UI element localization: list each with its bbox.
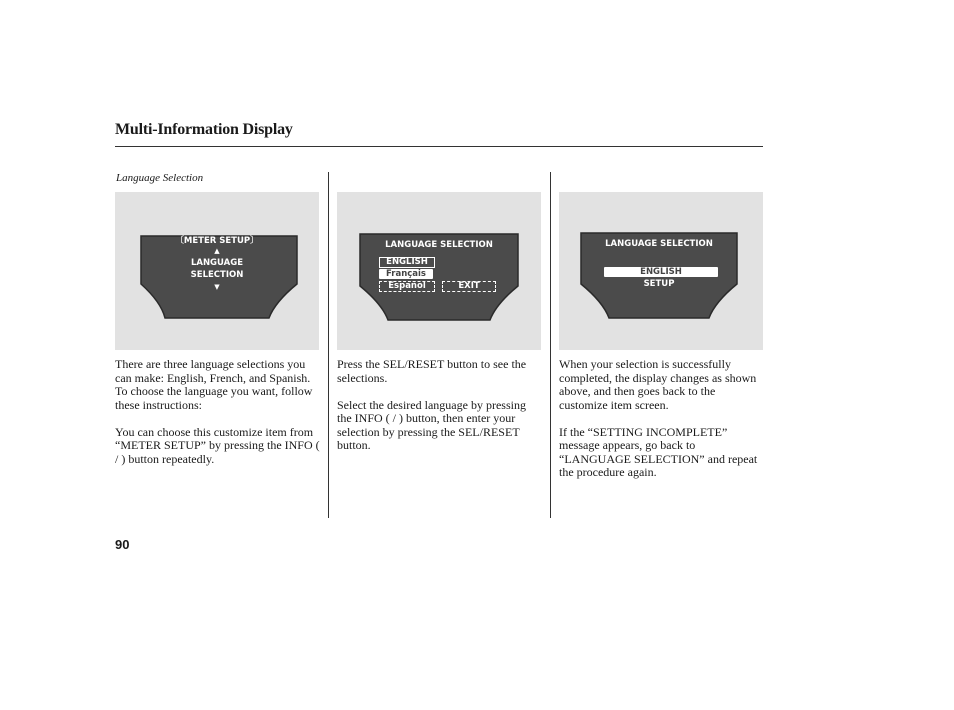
col2-paragraph-2: Select the desired language by pressing the INFO ( / ) button, then enter your selection by pressing the SEL/RESET button. <box>337 397 526 452</box>
title-rule <box>115 146 763 147</box>
col2-paragraph-1: Press the SEL/RESET button to see the selections. <box>337 357 527 385</box>
screen3-line1: ENGLISH <box>604 267 718 277</box>
page-number: 90 <box>115 537 130 552</box>
option-francais: Français <box>379 269 433 279</box>
screen3-line2: SETUP <box>643 279 675 289</box>
option-exit: EXIT <box>442 281 496 292</box>
display-screen-shape <box>337 192 541 350</box>
col1-paragraph-1: There are three language selections you can make: English, French, and Spanish. To choose the language you want, follow these instructions: <box>115 357 313 412</box>
section-label: Language Selection <box>116 172 204 184</box>
arrow-down-icon: ▼ <box>214 283 220 291</box>
screen3-title: LANGUAGE SELECTION <box>605 239 713 249</box>
col3-paragraph-1: When your selection is successfully completed, the display changes as shown above, and then goes back to the customize item screen. <box>559 357 757 412</box>
col1-paragraph-2: You can choose this customize item from “METER SETUP” by pressing the INFO ( / ) button repeatedly. <box>115 424 320 466</box>
column-2-text <box>337 358 542 466</box>
screen1-title: 〔METER SETUP〕 <box>175 236 259 246</box>
column-3-text <box>559 358 764 493</box>
column-1-text <box>115 358 320 480</box>
page-title: Multi-Information Display <box>115 121 293 138</box>
screen2-title: LANGUAGE SELECTION <box>385 240 493 250</box>
col3-paragraph-2: If the “SETTING INCOMPLETE” message appears, go back to “LANGUAGE SELECTION” and repeat the procedure again. <box>559 424 758 479</box>
option-english: ENGLISH <box>379 257 435 268</box>
screen1-line2: SELECTION <box>190 270 244 280</box>
display-panel-language-setup <box>559 192 763 350</box>
display-panel-language-selection <box>337 192 541 350</box>
arrow-up-icon: ▲ <box>214 247 220 255</box>
display-panel-meter-setup <box>115 192 319 350</box>
screen1-line1: LANGUAGE <box>190 258 244 268</box>
option-espanol: Español <box>379 281 435 292</box>
column-divider-1 <box>328 172 329 518</box>
column-divider-2 <box>550 172 551 518</box>
